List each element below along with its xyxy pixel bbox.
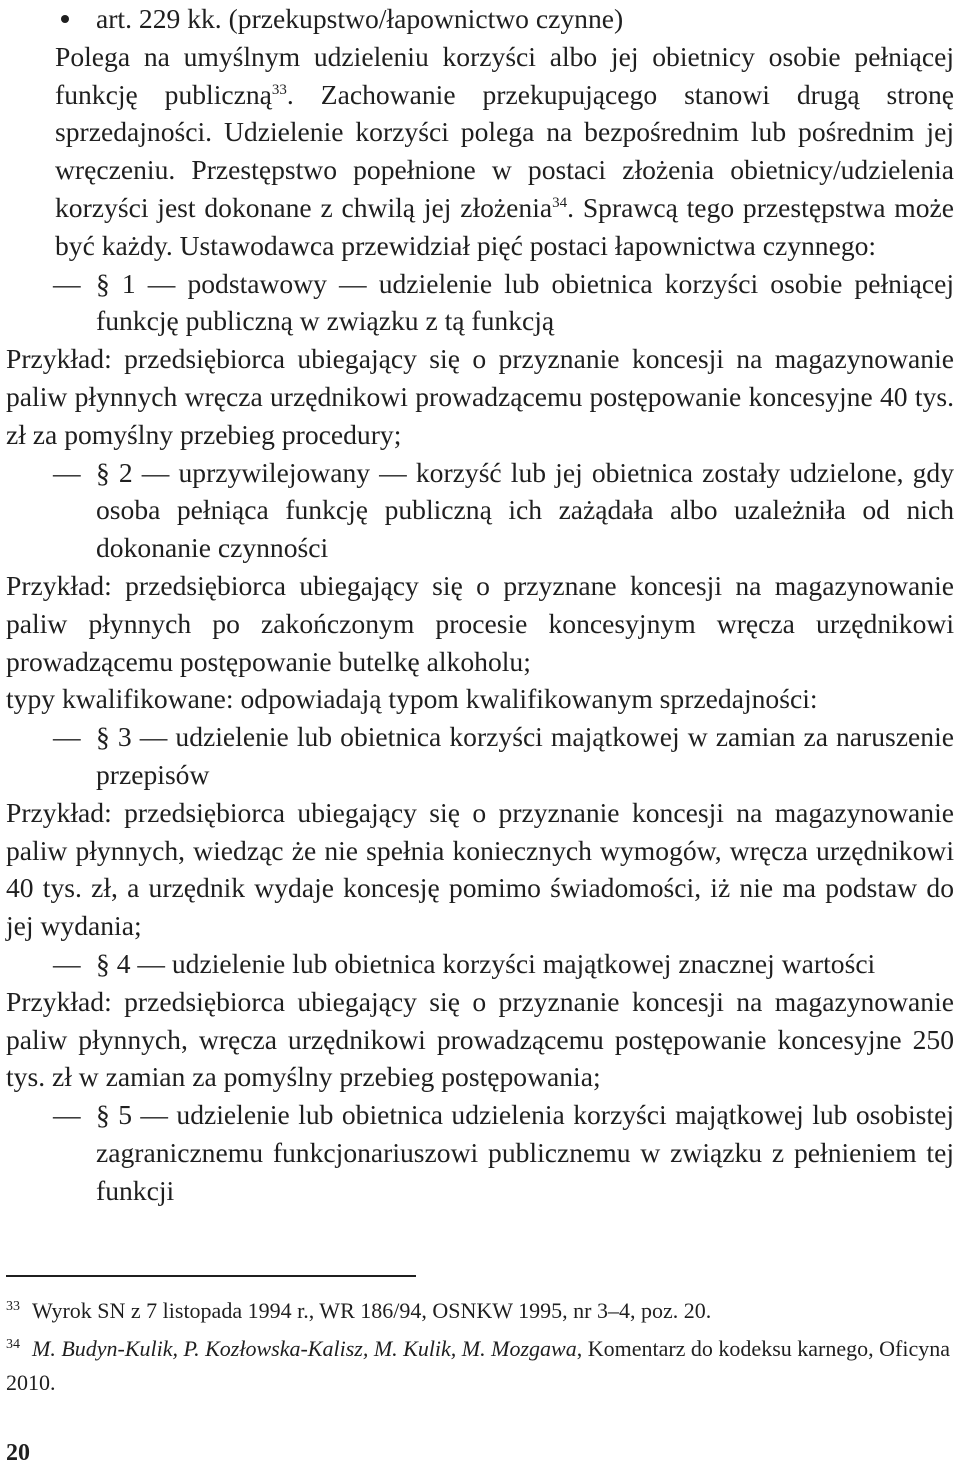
footnote-divider xyxy=(6,1275,416,1277)
footnote-34 xyxy=(6,1328,954,1400)
intro-text-2: . Zachowanie przekupującego stanowi drugą stronę sprzedajności. Udzielenie korzyści polega na bezpośrednim lub pośrednim jej wręczeniu. Przestępstwo popełnione w postaci złożenia obietnicy/udzielenia korzyści jest dokonane z chwilą jej złożenia xyxy=(55,78,954,223)
bullet-icon xyxy=(61,15,69,23)
list-item-1 xyxy=(6,265,954,341)
footnote-text: , Komentarz do kodeksu karnego, Oficyna 2010. xyxy=(6,1336,950,1395)
page-number: 20 xyxy=(6,1440,30,1466)
footnote-number: 33 xyxy=(6,1299,20,1314)
list-item-text: § 3 — udzielenie lub obietnica korzyści majątkowej w zamian za naruszenie przepisów xyxy=(96,721,954,790)
example-4: Przykład: przedsiębiorca ubiegający się o przyznanie koncesji na magazynowanie paliw płynnych, wręcza urzędnikowi prowadzącemu postępowanie koncesyjne 250 tys. zł w zamian za pomyślny przebieg postępowania; xyxy=(6,985,954,1093)
article-heading-text: art. 229 kk. (przekupstwo/łapownictwo czynne) xyxy=(96,3,624,34)
list-item-text: § 2 — uprzywilejowany — korzyść lub jej obietnica zostały udzielone, gdy osoba pełniąca funkcję publiczną ich zażądała albo uzależniła od nich dokonanie czynności xyxy=(96,456,954,564)
footnote-text: Wyrok SN z 7 listopada 1994 r., WR 186/94, OSNKW 1995, nr 3–4, poz. 20. xyxy=(32,1298,712,1323)
intro-text-3: . Sprawcą tego przestępstwa może być każdy. Ustawodawca przewidział pięć postaci łapownictwa czynnego: xyxy=(55,191,954,261)
list-item-5 xyxy=(6,1096,954,1209)
list-item-3 xyxy=(6,718,954,794)
list-item-4 xyxy=(6,945,954,983)
list-item-text: § 4 — udzielenie lub obietnica korzyści majątkowej znacznej wartości xyxy=(96,947,876,979)
footnote-33 xyxy=(6,1290,954,1328)
list-item-text: § 1 — podstawowy — udzielenie lub obietnica korzyści osobie pełniącej funkcję publiczną w związku z tą funkcją xyxy=(96,267,954,337)
intro-paragraph xyxy=(6,38,954,265)
dash-marker: — xyxy=(53,1099,81,1131)
footnote-ref-33[interactable]: 33 xyxy=(271,81,287,98)
dash-marker: — xyxy=(53,267,81,299)
main-text xyxy=(6,0,954,1210)
footnote-authors: M. Budyn-Kulik, P. Kozłowska-Kalisz, M. Kulik, M. Mozgawa xyxy=(32,1336,577,1361)
list-item-text: § 5 — udzielenie lub obietnica udzielenia korzyści majątkowej lub osobistej zagranicznemu funkcjonariuszowi publicznemu w związku z pełnieniem tej funkcji xyxy=(96,1099,954,1206)
list-item-2 xyxy=(6,454,954,567)
intro-text-1: Polega na umyślnym udzieleniu korzyści albo jej obietnicy osobie pełniącej funkcję publiczną xyxy=(55,40,954,110)
qualified-types-line: typy kwalifikowane: odpowiadają typom kwalifikowanym sprzedajności: xyxy=(6,683,818,715)
footnote-number: 34 xyxy=(6,1337,20,1352)
dash-marker: — xyxy=(53,456,81,488)
example-3: Przykład: przedsiębiorca ubiegający się o przyznanie koncesji na magazynowanie paliw płynnych, wiedząc że nie spełnia koniecznych wymogów, wręcza urzędnikowi 40 tys. zł, a urzędnik wydaje koncesję pomimo świadomości, iż nie ma podstaw do jej wydania; xyxy=(6,796,954,942)
dash-marker: — xyxy=(53,947,81,979)
dash-marker: — xyxy=(53,721,81,753)
footnotes xyxy=(6,1290,954,1400)
example-2: Przykład: przedsiębiorca ubiegający się o przyznane koncesji na magazynowanie paliw płynnych po zakończonym procesie koncesyjnym wręcza urzędnikowi prowadzącemu postępowanie butelkę alkoholu; xyxy=(6,569,954,677)
example-1: Przykład: przedsiębiorca ubiegający się o przyznanie koncesji na magazynowanie paliw płynnych wręcza urzędnikowi prowadzącemu postępowanie koncesyjne 40 tys. zł za pomyślny przebieg procedury; xyxy=(6,343,954,450)
article-heading xyxy=(6,0,954,38)
footnote-ref-34[interactable]: 34 xyxy=(552,194,568,211)
